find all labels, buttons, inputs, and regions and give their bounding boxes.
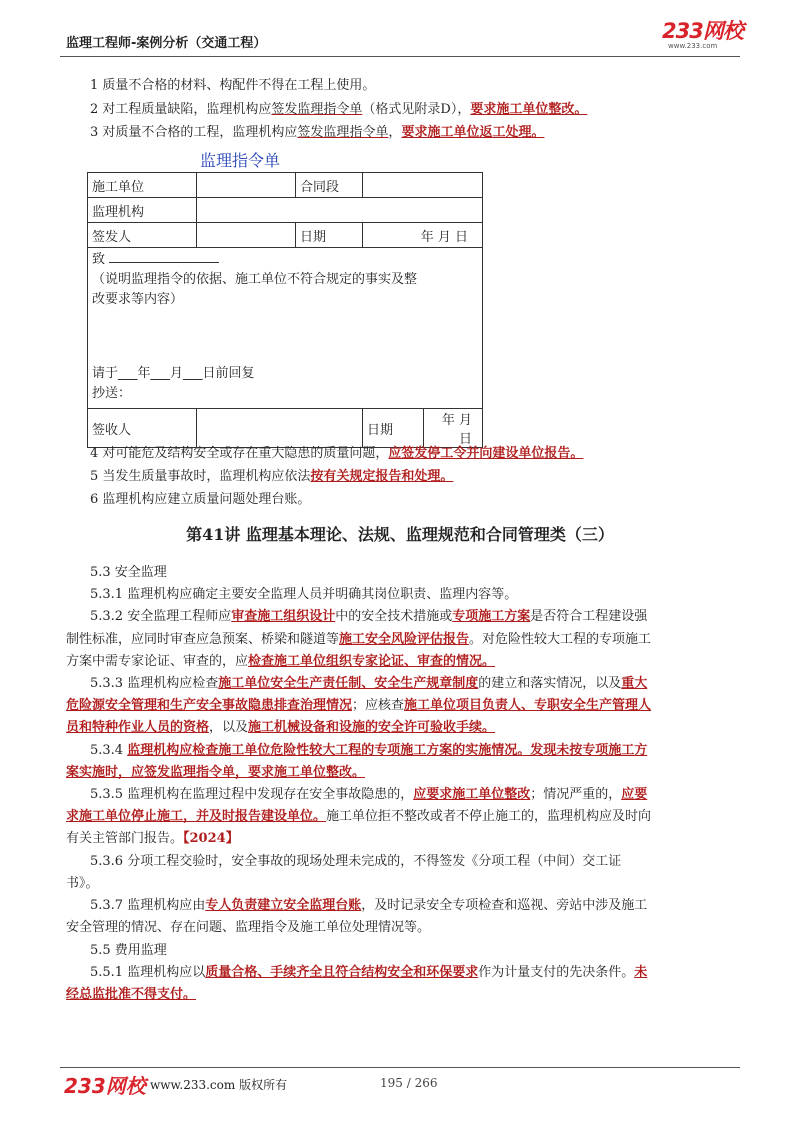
para-5-3-3-line3: 员和特种作业人员的资格，以及施工机械设备和设施的安全许可验收手续。 (66, 720, 496, 735)
issuer-value (197, 223, 296, 248)
supervision-org-label: 监理机构 (88, 198, 197, 223)
list-item-3: 3 对质量不合格的工程，监理机构应签发监理指令单，要求施工单位返工处理。 (90, 125, 545, 140)
contract-section-label: 合同段 (296, 173, 363, 198)
header-divider (60, 56, 740, 57)
logo-text: 233网校 (662, 19, 743, 43)
list-item-1: 1 质量不合格的材料、构配件不得在工程上使用。 (90, 78, 376, 93)
section-title: 第41讲 监理基本理论、法规、监理规范和合同管理类（三） (186, 525, 614, 544)
date-value: 年 月 日 (363, 223, 483, 248)
para-5-3-7-line1: 5.3.7 监理机构应由专人负责建立安全监理台账，及时记录安全专项检查和巡视、旁站中涉及施工 (90, 898, 648, 913)
para-5-3-3-line1: 5.3.3 监理机构应检查施工单位安全生产责任制、安全生产规章制度的建立和落实情况，以及重大 (90, 676, 648, 691)
issuer-label: 签发人 (88, 223, 197, 248)
header-title: 监理工程师-案例分析（交通工程） (66, 36, 267, 51)
to-label: 致 (92, 250, 478, 270)
year-tag: 【2024】 (183, 831, 239, 846)
para-5-3-5-line1: 5.3.5 监理机构在监理过程中发现存在安全事故隐患的，应要求施工单位整改；情况严重的，应要 (90, 787, 648, 802)
supervision-org-value (197, 198, 483, 223)
footer-logo: 233网校 (64, 1074, 146, 1098)
cc-label: 抄送： (92, 386, 132, 401)
para-5-3-7-line2: 安全管理的情况、存在问题、监理指令及施工单位处理情况等。 (66, 920, 431, 935)
logo-url: www.233.com (668, 42, 718, 50)
receive-date-label: 日期 (363, 409, 424, 448)
footer-copyright: www.233.com 版权所有 (150, 1078, 288, 1092)
brand-logo (662, 20, 744, 54)
page-number: 195 / 266 (380, 1076, 438, 1090)
para-5-3-5-line2: 求施工单位停止施工，并及时报告建设单位。施工单位拒不整改或者不停止施工的，监理机构应及时向 (66, 809, 652, 824)
para-5-3-4-line2: 案实施时，应签发监理指令单，要求施工单位整改。 (66, 765, 366, 780)
list-item-6: 6 监理机构应建立质量问题处理台账。 (90, 492, 311, 507)
receiver-value (197, 409, 363, 448)
para-5-5-1-line2: 经总监批准不得支付。 (66, 987, 197, 1002)
list-item-2: 2 对工程质量缺陷，监理机构应签发监理指令单（格式见附录D），要求施工单位整改。 (90, 102, 588, 117)
construction-unit-value (197, 173, 296, 198)
date-label: 日期 (296, 223, 363, 248)
para-5-3-2-line1: 5.3.2 安全监理工程师应审查施工组织设计中的安全技术措施或专项施工方案是否符合工程建设强 (90, 609, 648, 624)
contract-section-value (363, 173, 483, 198)
heading-5-5: 5.5 费用监理 (90, 943, 167, 958)
heading-5-3: 5.3 安全监理 (90, 565, 167, 580)
reply-deadline: 请于___年___月___日前回复 (92, 366, 255, 381)
instruction-form (87, 172, 483, 448)
instruction-text-2: 改要求等内容） (92, 292, 184, 307)
construction-unit-label: 施工单位 (88, 173, 197, 198)
footer-divider (60, 1067, 740, 1068)
para-5-3-3-line2: 危险源安全管理和生产安全事故隐患排查治理情况；应核查施工单位项目负责人、专职安全生产管理人 (66, 698, 652, 713)
instruction-content (88, 248, 483, 409)
para-5-3-6-line2: 书》。 (66, 876, 99, 891)
instruction-text: （说明监理指令的依据、施工单位不符合规定的事实及整 (92, 272, 418, 287)
receiver-label: 签收人 (88, 409, 197, 448)
para-5-3-4-line1: 5.3.4 监理机构应检查施工单位危险性较大工程的专项施工方案的实施情况。发现未按专项施工方 (90, 743, 648, 758)
para-5-3-5-line3: 有关主管部门报告。【2024】 (66, 831, 239, 846)
para-5-3-6-line1: 5.3.6 分项工程交验时，安全事故的现场处理未完成的，不得签发《分项工程（中间）交工证 (90, 854, 622, 869)
form-title: 监理指令单 (200, 151, 281, 170)
para-5-3-2-line3: 方案中需专家论证、审查的，应检查施工单位组织专家论证、审查的情况。 (66, 654, 496, 669)
list-item-5: 5 当发生质量事故时，监理机构应依法按有关规定报告和处理。 (90, 469, 454, 484)
para-5-3-2-line2: 制性标准，应同时审查应急预案、桥梁和隧道等施工安全风险评估报告。对危险性较大工程的专项施工 (66, 632, 652, 647)
para-5-5-1-line1: 5.5.1 监理机构应以质量合格、手续齐全且符合结构安全和环保要求作为计量支付的先决条件。未 (90, 965, 648, 980)
list-item-4: 4 对可能危及结构安全或存在重大隐患的质量问题，应签发停工令并向建设单位报告。 (90, 446, 584, 461)
para-5-3-1: 5.3.1 监理机构应确定主要安全监理人员并明确其岗位职责、监理内容等。 (90, 587, 518, 602)
receive-date-value: 年 月 日 (424, 409, 483, 448)
